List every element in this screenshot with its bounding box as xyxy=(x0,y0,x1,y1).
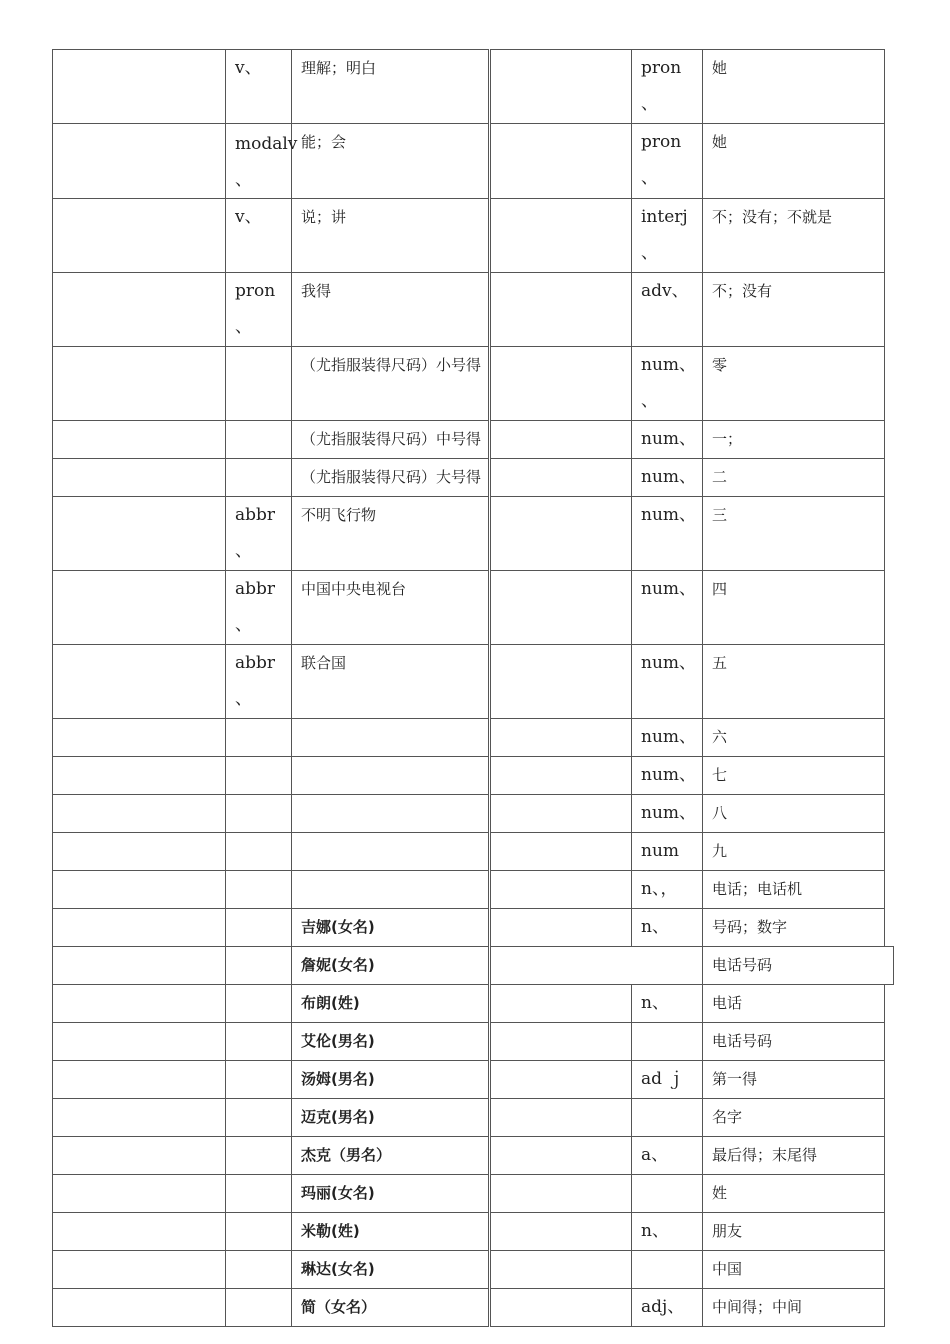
table-row xyxy=(53,871,885,909)
left-pos-text: 、 xyxy=(235,170,252,190)
right-meaning-text: 五 xyxy=(712,654,728,672)
table-row xyxy=(53,421,885,459)
right-meaning-text: 第一得 xyxy=(712,1070,758,1088)
right-pos-text: 、 xyxy=(641,168,658,188)
right-pos-text: n、， xyxy=(641,879,678,899)
right-pos-cell xyxy=(632,347,703,421)
left-meaning-cell xyxy=(292,273,490,347)
left-meaning-text: 能；会 xyxy=(301,133,347,151)
right-meaning-cell xyxy=(703,124,885,199)
left-word-cell xyxy=(53,871,226,909)
right-pos-text: num xyxy=(641,841,680,861)
left-meaning-cell xyxy=(292,1023,490,1061)
left-meaning-cell xyxy=(292,795,490,833)
left-pos-cell xyxy=(226,347,292,421)
left-meaning-cell xyxy=(292,985,490,1023)
right-meaning-text: 电话号码 xyxy=(712,1032,773,1050)
right-meaning-text: 中国 xyxy=(712,1260,743,1278)
right-meaning-cell xyxy=(703,1137,885,1175)
right-meaning-text: 朋友 xyxy=(712,1222,743,1240)
left-pos-text: pron xyxy=(235,281,276,301)
right-meaning-text: 零 xyxy=(712,356,728,374)
left-pos-cell xyxy=(226,985,292,1023)
right-pos-cell xyxy=(632,1289,703,1327)
right-meaning-text: 四 xyxy=(712,580,728,598)
right-meaning-text: 八 xyxy=(712,804,728,822)
left-meaning-cell xyxy=(292,1099,490,1137)
left-meaning-text: 艾伦(男名) xyxy=(301,1032,375,1050)
right-meaning-text: 电话号码 xyxy=(712,956,773,974)
right-word-cell xyxy=(490,459,632,497)
left-pos-cell xyxy=(226,795,292,833)
right-pos-text: num、 xyxy=(641,429,697,449)
left-pos-cell xyxy=(226,757,292,795)
left-meaning-cell xyxy=(292,947,490,985)
right-meaning-cell xyxy=(703,1061,885,1099)
left-meaning-cell xyxy=(292,871,490,909)
left-pos-cell xyxy=(226,273,292,347)
right-pos-cell xyxy=(632,199,703,273)
left-word-cell xyxy=(53,1099,226,1137)
right-meaning-cell xyxy=(703,833,885,871)
right-word-cell xyxy=(490,124,632,199)
right-pos-text: 、 xyxy=(641,391,658,411)
right-pos-text: pron xyxy=(641,132,682,152)
left-meaning-cell xyxy=(292,1213,490,1251)
right-pos-text: pron xyxy=(641,58,682,78)
left-meaning-cell xyxy=(292,1175,490,1213)
left-meaning-cell xyxy=(292,1137,490,1175)
right-meaning-text: 她 xyxy=(712,59,728,77)
right-meaning-cell xyxy=(703,1023,885,1061)
left-meaning-text: （尤指服装得尺码）大号得 xyxy=(301,468,482,486)
right-meaning-cell xyxy=(703,1213,885,1251)
table-row xyxy=(53,795,885,833)
right-pos-cell xyxy=(632,1099,703,1137)
left-meaning-text: 理解；明白 xyxy=(301,59,377,77)
right-word-cell xyxy=(490,795,632,833)
right-pos-cell xyxy=(632,909,703,947)
left-word-cell xyxy=(53,124,226,199)
left-word-cell xyxy=(53,1213,226,1251)
left-pos-cell xyxy=(226,50,292,124)
right-meaning-cell xyxy=(703,497,885,571)
left-meaning-text: 不明飞行物 xyxy=(301,506,377,524)
left-word-cell xyxy=(53,1061,226,1099)
right-word-cell xyxy=(490,909,632,947)
right-word-cell xyxy=(490,421,632,459)
right-word-cell xyxy=(490,1061,632,1099)
left-word-cell xyxy=(53,833,226,871)
right-pos-cell xyxy=(632,1023,703,1061)
table-row xyxy=(53,124,885,199)
left-pos-cell xyxy=(226,719,292,757)
right-meaning-cell xyxy=(703,871,885,909)
table-row xyxy=(53,1137,885,1175)
right-word-cell xyxy=(490,719,632,757)
left-meaning-cell xyxy=(292,497,490,571)
right-word-cell xyxy=(490,645,632,719)
right-word-cell xyxy=(490,50,632,124)
right-meaning-cell xyxy=(703,1099,885,1137)
right-word-cell xyxy=(490,273,632,347)
right-meaning-text: 一； xyxy=(712,430,743,448)
right-meaning-cell xyxy=(703,909,885,947)
right-pos-cell xyxy=(632,1213,703,1251)
right-meaning-cell xyxy=(703,947,885,985)
right-word-cell xyxy=(490,1289,632,1327)
right-pos-text: n、 xyxy=(641,1221,669,1241)
left-pos-cell xyxy=(226,871,292,909)
left-word-cell xyxy=(53,795,226,833)
left-word-cell xyxy=(53,347,226,421)
left-pos-cell xyxy=(226,571,292,645)
left-meaning-text: 简（女名） xyxy=(301,1298,377,1316)
left-meaning-text: 米勒(姓) xyxy=(301,1222,360,1240)
right-meaning-cell xyxy=(703,1175,885,1213)
table-row xyxy=(53,645,885,719)
left-meaning-cell xyxy=(292,347,490,421)
right-meaning-text: 电话；电话机 xyxy=(712,880,803,898)
left-pos-cell xyxy=(226,1251,292,1289)
right-pos-cell xyxy=(632,459,703,497)
left-word-cell xyxy=(53,273,226,347)
left-pos-cell xyxy=(226,1061,292,1099)
left-pos-text: v、 xyxy=(235,207,262,227)
right-pos-cell xyxy=(632,719,703,757)
left-pos-text: modalv xyxy=(235,134,298,154)
left-meaning-cell xyxy=(292,909,490,947)
left-word-cell xyxy=(53,459,226,497)
right-meaning-text: 她 xyxy=(712,133,728,151)
table-row xyxy=(53,833,885,871)
right-pos-text: num、 xyxy=(641,355,697,375)
left-meaning-cell xyxy=(292,1289,490,1327)
right-pos-text: 、 xyxy=(641,94,658,114)
left-pos-cell xyxy=(226,124,298,199)
right-word-cell xyxy=(490,1137,632,1175)
left-pos-text: abbr xyxy=(235,579,276,599)
left-meaning-text: （尤指服装得尺码）小号得 xyxy=(301,356,482,374)
left-pos-cell xyxy=(226,1289,292,1327)
right-meaning-text: 三 xyxy=(712,506,728,524)
right-pos-cell xyxy=(632,50,703,124)
left-meaning-cell xyxy=(292,199,490,273)
left-meaning-cell xyxy=(292,1251,490,1289)
left-word-cell xyxy=(53,1137,226,1175)
table-row xyxy=(53,1213,885,1251)
right-pos-cell xyxy=(632,273,703,347)
right-pos-cell xyxy=(632,497,703,571)
right-pos-text: adj、 xyxy=(641,1297,685,1317)
table-row xyxy=(53,1099,885,1137)
table-row xyxy=(53,1289,885,1327)
left-word-cell xyxy=(53,1175,226,1213)
right-meaning-cell xyxy=(703,1251,885,1289)
right-word-cell xyxy=(490,871,632,909)
left-meaning-cell xyxy=(292,833,490,871)
left-meaning-text: 詹妮(女名) xyxy=(301,956,375,974)
right-meaning-text: 二 xyxy=(712,468,728,486)
left-pos-text: 、 xyxy=(235,541,252,561)
left-pos-cell xyxy=(226,1023,292,1061)
left-pos-cell xyxy=(226,947,292,985)
table-row xyxy=(53,985,885,1023)
right-meaning-text: 名字 xyxy=(712,1108,743,1126)
left-word-cell xyxy=(53,421,226,459)
right-pos-cell xyxy=(632,124,703,199)
table-row xyxy=(53,199,885,273)
right-meaning-text: 不；没有；不就是 xyxy=(712,208,833,226)
right-word-cell xyxy=(490,1023,632,1061)
left-word-cell xyxy=(53,947,226,985)
left-word-cell xyxy=(53,50,226,124)
left-meaning-text: 杰克（男名） xyxy=(301,1146,392,1164)
left-meaning-text: 汤姆(男名) xyxy=(301,1070,375,1088)
right-meaning-text: 姓 xyxy=(712,1184,728,1202)
left-word-cell xyxy=(53,497,226,571)
right-meaning-cell xyxy=(703,571,885,645)
left-meaning-text: 中国中央电视台 xyxy=(301,580,407,598)
left-pos-text: 、 xyxy=(235,689,252,709)
right-pos-cell xyxy=(632,833,703,871)
table-row xyxy=(53,347,885,421)
table-row xyxy=(53,1023,885,1061)
right-word-cell xyxy=(490,497,632,571)
right-pos-cell xyxy=(632,1175,703,1213)
left-pos-cell xyxy=(226,1213,292,1251)
left-meaning-cell xyxy=(292,719,490,757)
right-pos-cell xyxy=(632,571,703,645)
left-pos-cell xyxy=(226,1137,292,1175)
left-word-cell xyxy=(53,1023,226,1061)
vocabulary-table-body xyxy=(53,50,885,1327)
right-pos-text: num、 xyxy=(641,579,697,599)
left-meaning-cell xyxy=(292,50,490,124)
vocabulary-table xyxy=(52,49,885,1327)
left-meaning-text: 迈克(男名) xyxy=(301,1108,375,1126)
left-pos-cell xyxy=(226,645,292,719)
left-pos-text: abbr xyxy=(235,653,276,673)
table-row xyxy=(53,1061,885,1099)
table-row xyxy=(53,273,885,347)
left-meaning-text: 玛丽(女名) xyxy=(301,1184,375,1202)
right-pos-cell xyxy=(632,421,703,459)
left-pos-cell xyxy=(226,199,292,273)
left-meaning-cell xyxy=(292,757,490,795)
right-word-cell xyxy=(490,571,632,645)
left-meaning-text: 吉娜(女名) xyxy=(301,918,375,936)
right-pos-text: num、 xyxy=(641,765,697,785)
table-row xyxy=(53,719,885,757)
table-row xyxy=(53,571,885,645)
cell-border-extension xyxy=(884,946,894,985)
right-meaning-cell xyxy=(703,757,885,795)
right-meaning-text: 号码；数字 xyxy=(712,918,788,936)
left-meaning-cell xyxy=(292,421,490,459)
left-pos-cell xyxy=(226,833,292,871)
left-pos-cell xyxy=(226,909,292,947)
right-word-cell xyxy=(490,347,632,421)
left-word-cell xyxy=(53,909,226,947)
left-word-cell xyxy=(53,1251,226,1289)
left-pos-text: v、 xyxy=(235,58,262,78)
right-meaning-cell xyxy=(703,795,885,833)
right-meaning-cell xyxy=(703,347,885,421)
right-meaning-cell xyxy=(703,199,885,273)
left-word-cell xyxy=(53,645,226,719)
left-pos-cell xyxy=(226,459,292,497)
table-row xyxy=(53,459,885,497)
right-pos-cell xyxy=(632,871,703,909)
table-row xyxy=(53,497,885,571)
table-row xyxy=(53,757,885,795)
right-meaning-text: 七 xyxy=(712,766,728,784)
left-pos-cell xyxy=(226,1175,292,1213)
right-pos-text: num、 xyxy=(641,653,697,673)
left-word-cell xyxy=(53,719,226,757)
right-pos-text: n、 xyxy=(641,917,669,937)
table-row xyxy=(53,1175,885,1213)
right-pos-cell xyxy=(632,645,703,719)
left-meaning-text: 琳达(女名) xyxy=(301,1260,375,1278)
left-word-cell xyxy=(53,985,226,1023)
right-word-cell xyxy=(490,1213,632,1251)
left-pos-text: 、 xyxy=(235,317,252,337)
right-pos-text: a、 xyxy=(641,1145,669,1165)
right-pos-text: n、 xyxy=(641,993,669,1013)
left-pos-cell xyxy=(226,1099,292,1137)
right-meaning-cell xyxy=(703,1289,885,1327)
right-meaning-cell xyxy=(703,421,885,459)
right-pos-text: num、 xyxy=(641,467,697,487)
right-pos-text: interj xyxy=(641,207,688,227)
right-pos-text: num、 xyxy=(641,803,697,823)
right-meaning-text: 最后得；末尾得 xyxy=(712,1146,818,1164)
right-pos-cell xyxy=(632,795,703,833)
right-meaning-text: 不；没有 xyxy=(712,282,773,300)
left-word-cell xyxy=(53,199,226,273)
right-meaning-cell xyxy=(703,273,885,347)
right-pos-cell xyxy=(632,1251,703,1289)
right-pos-text: num、 xyxy=(641,727,697,747)
right-meaning-cell xyxy=(703,459,885,497)
left-pos-cell xyxy=(226,421,292,459)
left-meaning-cell xyxy=(292,124,490,199)
left-meaning-text: 我得 xyxy=(301,282,332,300)
left-meaning-text: 布朗(姓) xyxy=(301,994,360,1012)
right-pos-cell xyxy=(632,1061,703,1099)
right-meaning-cell xyxy=(703,50,885,124)
left-meaning-cell xyxy=(292,645,490,719)
left-pos-text: abbr xyxy=(235,505,276,525)
right-pos-text: 、 xyxy=(641,243,658,263)
right-pos-cell xyxy=(632,1137,703,1175)
right-meaning-cell xyxy=(703,985,885,1023)
right-meaning-cell xyxy=(703,719,885,757)
right-word-pos-merged-cell xyxy=(490,947,703,985)
right-meaning-text: 中间得；中间 xyxy=(712,1298,803,1316)
left-pos-cell xyxy=(226,497,292,571)
table-row xyxy=(53,909,885,947)
left-meaning-cell xyxy=(292,1061,490,1099)
right-word-cell xyxy=(490,1099,632,1137)
right-word-cell xyxy=(490,199,632,273)
right-word-cell xyxy=(490,1175,632,1213)
left-word-cell xyxy=(53,757,226,795)
table-row xyxy=(53,947,885,985)
right-meaning-text: 六 xyxy=(712,728,728,746)
right-word-cell xyxy=(490,757,632,795)
left-meaning-text: 联合国 xyxy=(301,654,347,672)
right-word-cell xyxy=(490,1251,632,1289)
left-meaning-cell xyxy=(292,459,490,497)
left-meaning-text: （尤指服装得尺码）中号得 xyxy=(301,430,482,448)
right-pos-text: num、 xyxy=(641,505,697,525)
right-word-cell xyxy=(490,833,632,871)
left-meaning-text: 说；讲 xyxy=(301,208,347,226)
right-pos-cell xyxy=(632,985,703,1023)
left-pos-text: 、 xyxy=(235,615,252,635)
right-pos-text: adv、 xyxy=(641,281,689,301)
right-meaning-text: 九 xyxy=(712,842,728,860)
right-word-cell xyxy=(490,985,632,1023)
table-row xyxy=(53,1251,885,1289)
right-pos-text: ad ｊ xyxy=(641,1069,685,1089)
left-word-cell xyxy=(53,1289,226,1327)
right-meaning-cell xyxy=(703,645,885,719)
right-meaning-text: 电话 xyxy=(712,994,743,1012)
table-row xyxy=(53,50,885,124)
right-pos-cell xyxy=(632,757,703,795)
left-word-cell xyxy=(53,571,226,645)
left-meaning-cell xyxy=(292,571,490,645)
